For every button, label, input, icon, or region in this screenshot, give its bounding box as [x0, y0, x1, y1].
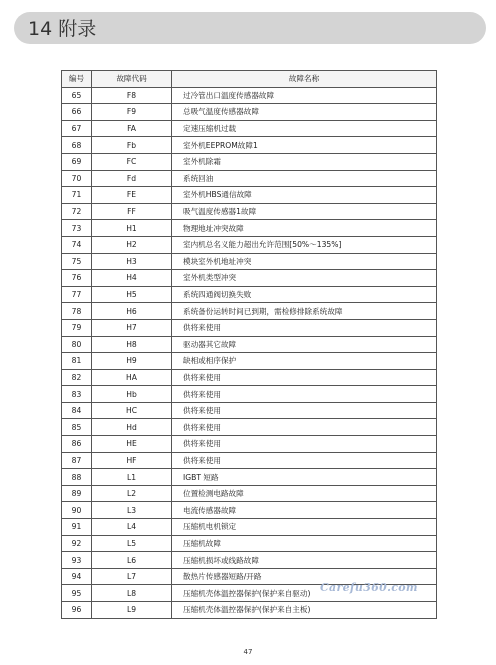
cell-number: 78: [62, 303, 92, 320]
cell-fault-code: H2: [92, 236, 172, 253]
cell-fault-name: 系统四通阀切换失败: [172, 286, 437, 303]
cell-number: 80: [62, 336, 92, 353]
cell-fault-code: HF: [92, 452, 172, 469]
cell-number: 76: [62, 270, 92, 287]
cell-fault-code: Hd: [92, 419, 172, 436]
cell-fault-name: 总吸气温度传感器故障: [172, 104, 437, 121]
cell-fault-code: F8: [92, 87, 172, 104]
table-row: [62, 303, 437, 320]
cell-number: 92: [62, 535, 92, 552]
table-row: [62, 120, 437, 137]
cell-number: 91: [62, 519, 92, 536]
table-row: [62, 286, 437, 303]
cell-fault-code: L1: [92, 469, 172, 486]
table-row: [62, 253, 437, 270]
cell-fault-name: 供将来使用: [172, 419, 437, 436]
table-row: [62, 87, 437, 104]
cell-number: 90: [62, 502, 92, 519]
table-body: [62, 87, 437, 618]
cell-number: 73: [62, 220, 92, 237]
table-row: [62, 419, 437, 436]
table-row: [62, 137, 437, 154]
table-row: [62, 369, 437, 386]
cell-fault-name: 模块室外机地址冲突: [172, 253, 437, 270]
cell-number: 69: [62, 153, 92, 170]
cell-fault-code: H9: [92, 353, 172, 370]
cell-fault-name: 供将来使用: [172, 386, 437, 403]
cell-fault-code: Fd: [92, 170, 172, 187]
cell-fault-name: 位置检测电路故障: [172, 485, 437, 502]
cell-number: 88: [62, 469, 92, 486]
cell-number: 93: [62, 552, 92, 569]
table-row: [62, 436, 437, 453]
cell-fault-name: 过冷管出口温度传感器故障: [172, 87, 437, 104]
table-row: [62, 336, 437, 353]
cell-number: 70: [62, 170, 92, 187]
cell-fault-code: FC: [92, 153, 172, 170]
cell-number: 89: [62, 485, 92, 502]
table-row: [62, 386, 437, 403]
cell-fault-name: 压缩机损坏或线路故障: [172, 552, 437, 569]
cell-number: 71: [62, 187, 92, 204]
table-row: [62, 270, 437, 287]
cell-fault-code: FF: [92, 203, 172, 220]
cell-number: 87: [62, 452, 92, 469]
cell-number: 67: [62, 120, 92, 137]
column-header-fault-code: 故障代码: [92, 71, 172, 88]
cell-fault-code: H6: [92, 303, 172, 320]
cell-fault-name: 供将来使用: [172, 452, 437, 469]
cell-fault-name: 系统回油: [172, 170, 437, 187]
cell-fault-code: H5: [92, 286, 172, 303]
cell-number: 84: [62, 402, 92, 419]
cell-fault-code: HC: [92, 402, 172, 419]
column-header-fault-name: 故障名称: [172, 71, 437, 88]
table-row: [62, 170, 437, 187]
table-header-row: [62, 71, 437, 88]
cell-fault-code: L6: [92, 552, 172, 569]
cell-number: 83: [62, 386, 92, 403]
cell-fault-code: FE: [92, 187, 172, 204]
cell-fault-code: F9: [92, 104, 172, 121]
cell-number: 66: [62, 104, 92, 121]
cell-number: 79: [62, 319, 92, 336]
cell-number: 82: [62, 369, 92, 386]
cell-fault-name: 压缩机故障: [172, 535, 437, 552]
cell-fault-name: 电流传感器故障: [172, 502, 437, 519]
table-row: [62, 187, 437, 204]
table-row: [62, 402, 437, 419]
table-row: [62, 535, 437, 552]
cell-fault-name: 室外机除霜: [172, 153, 437, 170]
fault-code-table: [61, 70, 437, 619]
cell-fault-code: L8: [92, 585, 172, 602]
section-title: 14 附录: [28, 18, 97, 40]
cell-fault-code: L9: [92, 602, 172, 619]
table-row: [62, 236, 437, 253]
cell-fault-name: 定速压缩机过载: [172, 120, 437, 137]
table-row: [62, 519, 437, 536]
cell-number: 74: [62, 236, 92, 253]
table-row: [62, 452, 437, 469]
cell-fault-name: 物理地址冲突故障: [172, 220, 437, 237]
cell-fault-code: HE: [92, 436, 172, 453]
cell-fault-name: 室外机EEPROM故障1: [172, 137, 437, 154]
cell-fault-code: H8: [92, 336, 172, 353]
table-row: [62, 220, 437, 237]
cell-number: 81: [62, 353, 92, 370]
cell-fault-name: 压缩机壳体温控器保护(保护来自驱动): [172, 585, 437, 602]
table-row: [62, 104, 437, 121]
table-row: [62, 502, 437, 519]
cell-number: 95: [62, 585, 92, 602]
cell-fault-code: Fb: [92, 137, 172, 154]
table-row: [62, 602, 437, 619]
cell-fault-name: 供将来使用: [172, 319, 437, 336]
cell-fault-name: IGBT 短路: [172, 469, 437, 486]
cell-fault-code: L7: [92, 568, 172, 585]
cell-fault-code: Hb: [92, 386, 172, 403]
cell-fault-name: 压缩机电机锁定: [172, 519, 437, 536]
cell-fault-name: 室内机总名义能力超出允许范围[50%～135%]: [172, 236, 437, 253]
cell-number: 68: [62, 137, 92, 154]
cell-number: 75: [62, 253, 92, 270]
cell-number: 94: [62, 568, 92, 585]
cell-fault-name: 供将来使用: [172, 369, 437, 386]
cell-number: 96: [62, 602, 92, 619]
cell-number: 77: [62, 286, 92, 303]
cell-fault-code: H4: [92, 270, 172, 287]
page-number: 47: [243, 648, 253, 656]
cell-number: 86: [62, 436, 92, 453]
cell-fault-name: 驱动器其它故障: [172, 336, 437, 353]
cell-fault-name: 吸气温度传感器1故障: [172, 203, 437, 220]
cell-fault-code: L4: [92, 519, 172, 536]
cell-fault-code: H1: [92, 220, 172, 237]
cell-fault-code: L2: [92, 485, 172, 502]
cell-number: 85: [62, 419, 92, 436]
cell-number: 72: [62, 203, 92, 220]
table-row: [62, 203, 437, 220]
cell-fault-code: L3: [92, 502, 172, 519]
cell-fault-code: H3: [92, 253, 172, 270]
cell-fault-name: 缺相或相序保护: [172, 353, 437, 370]
cell-fault-code: L5: [92, 535, 172, 552]
table-row: [62, 485, 437, 502]
table-row: [62, 552, 437, 569]
table-row: [62, 353, 437, 370]
watermark-text: Carefu360.com: [320, 581, 418, 594]
cell-fault-name: 室外机HBS通信故障: [172, 187, 437, 204]
cell-fault-code: H7: [92, 319, 172, 336]
table-row: [62, 153, 437, 170]
cell-number: 65: [62, 87, 92, 104]
cell-fault-name: 系统备份运转时间已到期，需检修排除系统故障: [172, 303, 437, 320]
cell-fault-code: FA: [92, 120, 172, 137]
table-row: [62, 319, 437, 336]
cell-fault-name: 供将来使用: [172, 402, 437, 419]
table-row: [62, 469, 437, 486]
cell-fault-name: 供将来使用: [172, 436, 437, 453]
column-header-number: 编号: [62, 71, 92, 88]
cell-fault-name: 室外机类型冲突: [172, 270, 437, 287]
cell-fault-code: HA: [92, 369, 172, 386]
cell-fault-name: 散热片传感器短路/开路: [172, 568, 437, 585]
cell-fault-name: 压缩机壳体温控器保护(保护来自主板): [172, 602, 437, 619]
